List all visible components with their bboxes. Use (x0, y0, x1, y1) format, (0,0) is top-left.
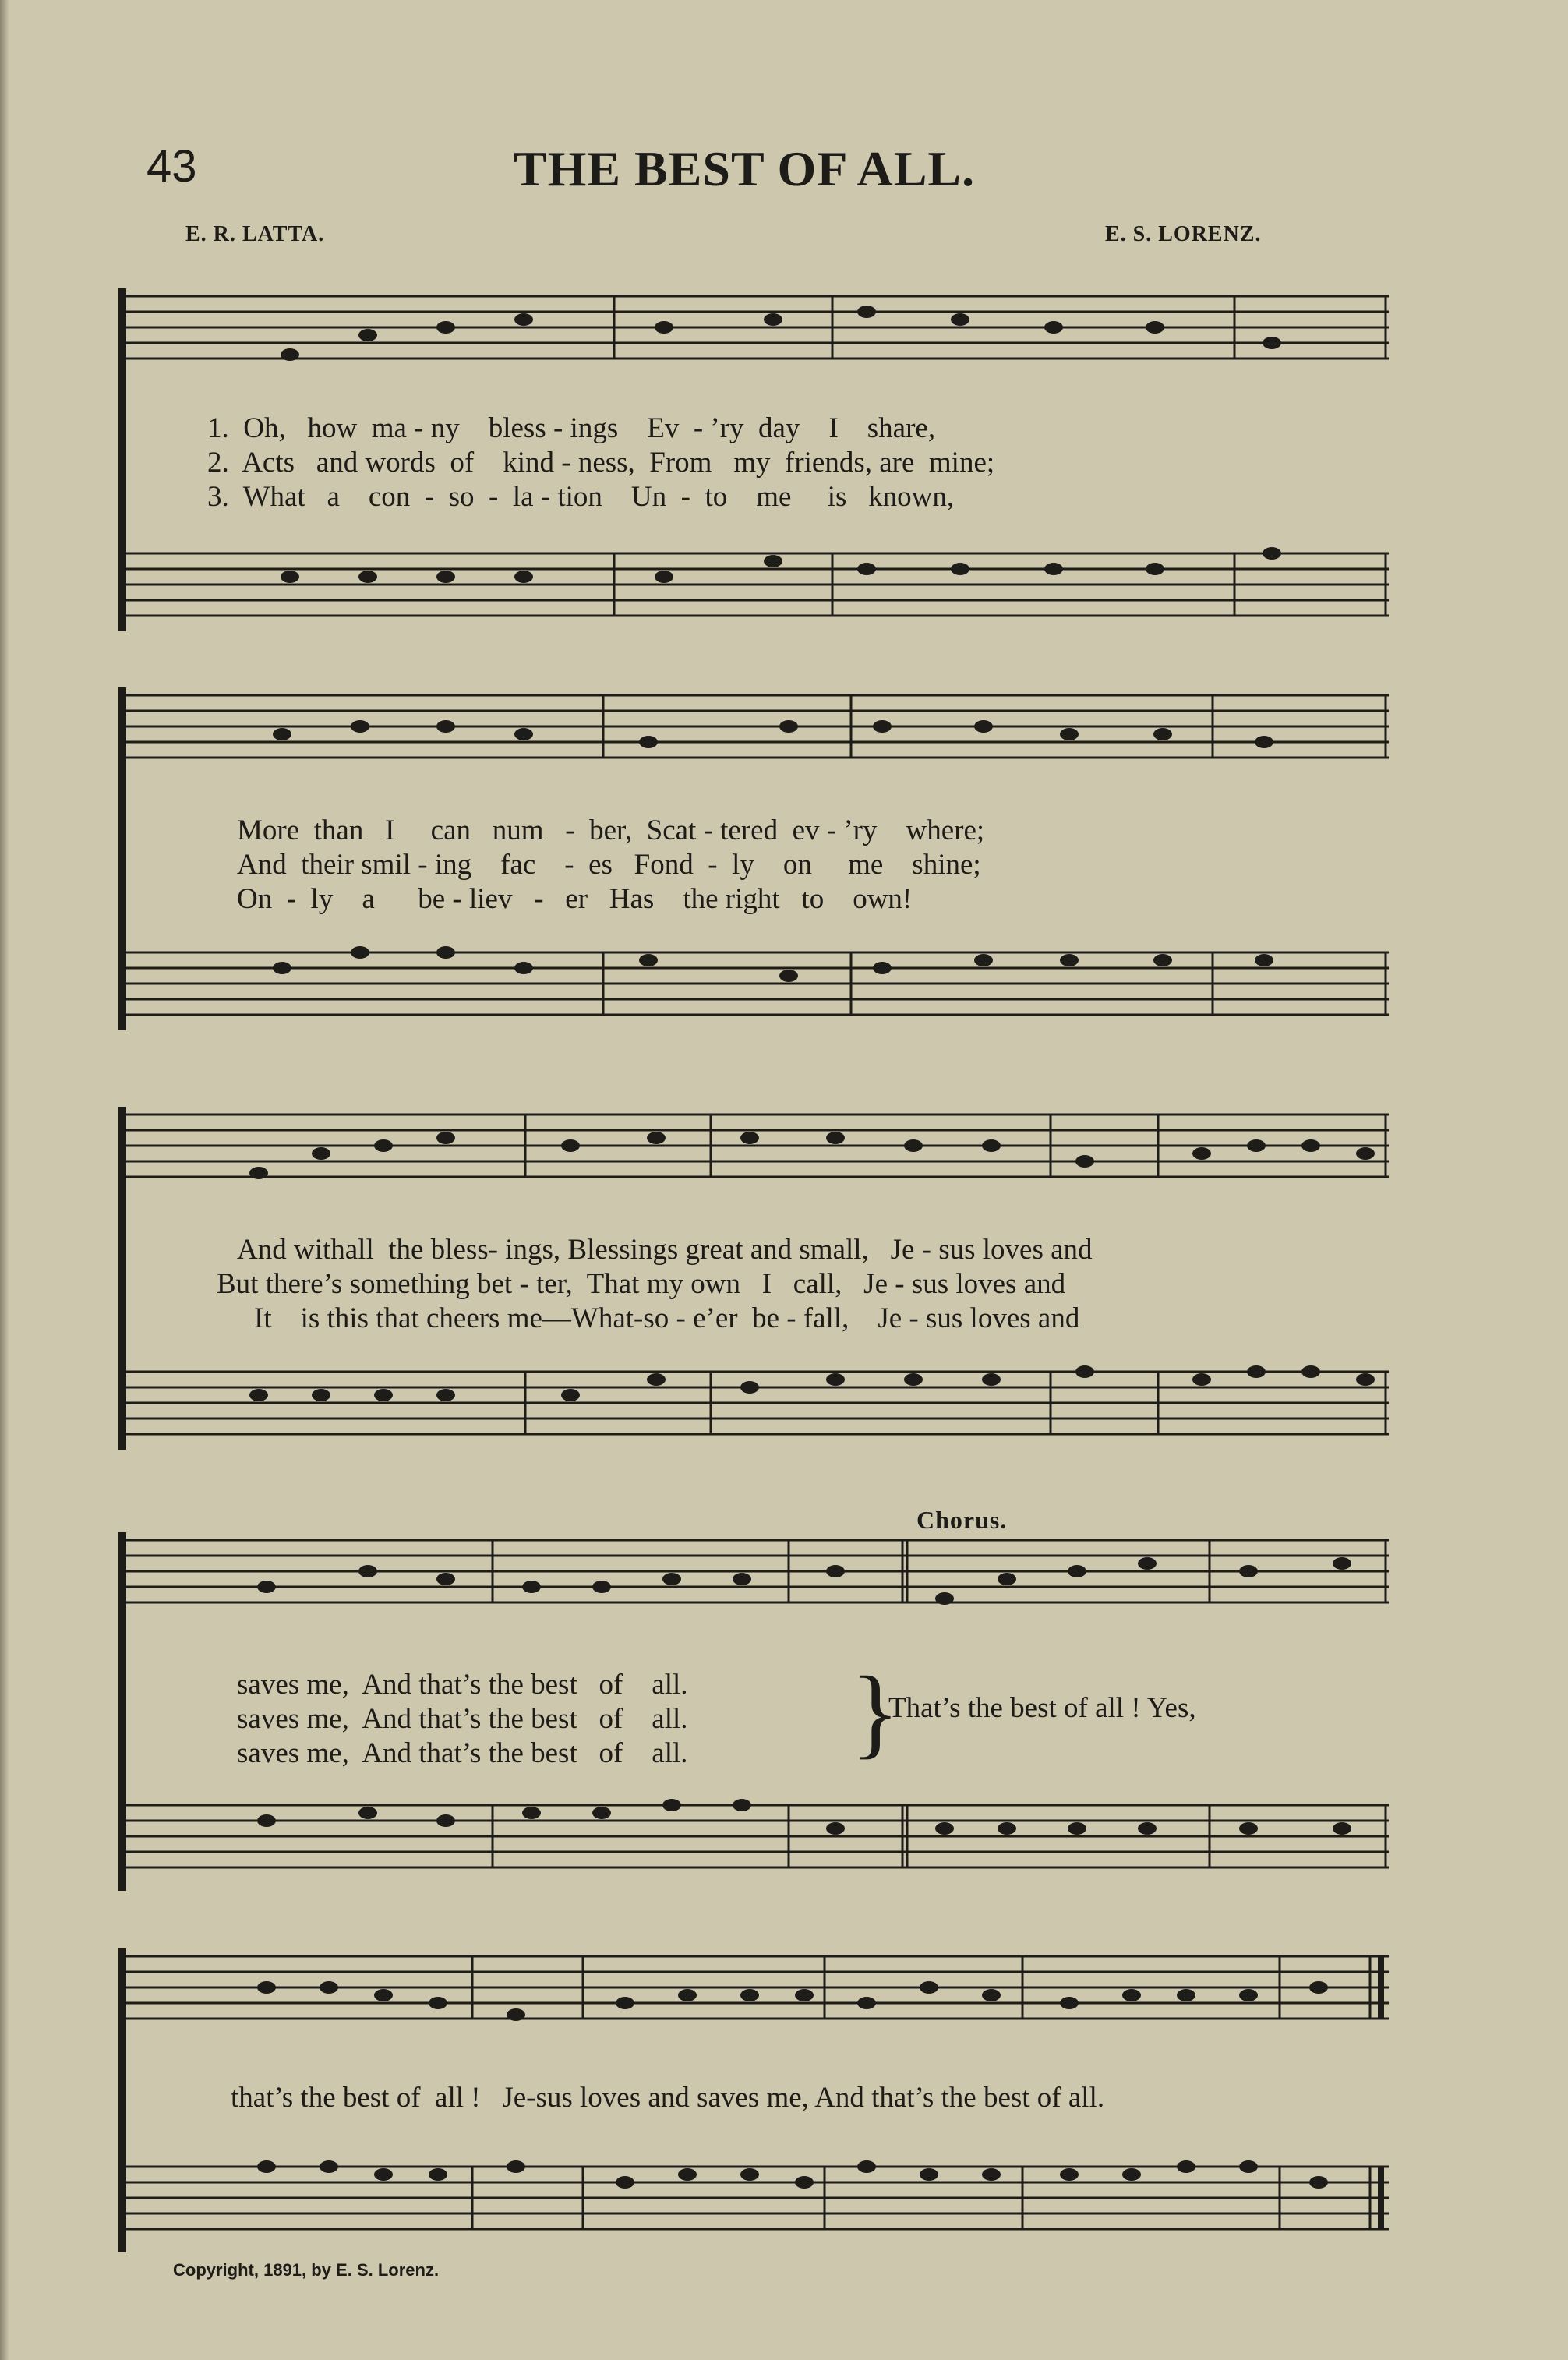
treble-staff-lines (118, 1107, 1389, 1192)
lyric-line: saves me, And that’s the best of all. (237, 1737, 688, 1769)
bass-staff-lines (118, 546, 1389, 631)
verse-bracket: } (851, 1656, 900, 1768)
treble-staff (118, 687, 1389, 773)
lyric-line: that’s the best of all ! Je-sus loves and saves me, And that’s the best of all. (231, 2082, 1105, 2114)
bass-staff (118, 546, 1389, 631)
chorus-label: Chorus. (916, 1506, 1008, 1534)
bass-staff (118, 2159, 1389, 2245)
treble-staff-lines (118, 1948, 1389, 2034)
treble-staff (118, 1948, 1389, 2034)
lyric-line: More than I can num - ber, Scat - tered ev - ’ry where; (237, 814, 985, 846)
chorus-refrain-lyric: That’s the best of all ! Yes, (888, 1692, 1196, 1724)
lyric-line: And their smil - ing fac - es Fond - ly on me shine; (237, 849, 981, 881)
treble-staff-lines (118, 288, 1389, 374)
lyricist-credit: E. R. LATTA. (185, 222, 325, 246)
bass-staff-lines (118, 1797, 1389, 1883)
page-number: 43 (147, 141, 197, 192)
treble-staff (118, 1532, 1389, 1618)
treble-staff (118, 1107, 1389, 1192)
bass-staff (118, 1797, 1389, 1883)
bass-staff-lines (118, 1364, 1389, 1450)
bass-staff-lines (118, 945, 1389, 1030)
bass-staff-lines (118, 2159, 1389, 2245)
lyric-line: On - ly a be - liev - er Has the right to own! (237, 883, 913, 915)
lyric-line: saves me, And that’s the best of all. (237, 1669, 688, 1701)
treble-staff-lines (118, 1532, 1389, 1618)
page-title: THE BEST OF ALL. (513, 141, 976, 196)
lyric-line: 1. Oh, how ma - ny bless - ings Ev - ’ry day I share, (207, 412, 936, 444)
lyric-line: And withall the bless- ings, Blessings great and small, Je - sus loves and (237, 1234, 1093, 1266)
treble-staff (118, 288, 1389, 374)
lyric-line: saves me, And that’s the best of all. (237, 1703, 688, 1735)
lyric-line: But there’s something bet - ter, That my own I call, Je - sus loves and (217, 1268, 1066, 1300)
lyric-line: 2. Acts and words of kind - ness, From my friends, are mine; (207, 447, 995, 479)
bass-staff (118, 945, 1389, 1030)
copyright-notice: Copyright, 1891, by E. S. Lorenz. (173, 2260, 440, 2280)
book-binding-shadow (0, 0, 9, 2360)
bass-staff (118, 1364, 1389, 1450)
lyric-line: 3. What a con - so - la - tion Un - to me is known, (207, 481, 955, 513)
treble-staff-lines (118, 687, 1389, 773)
lyric-line: It is this that cheers me—What-so - e’er be - fall, Je - sus loves and (254, 1302, 1080, 1334)
composer-credit: E. S. LORENZ. (1105, 222, 1262, 246)
